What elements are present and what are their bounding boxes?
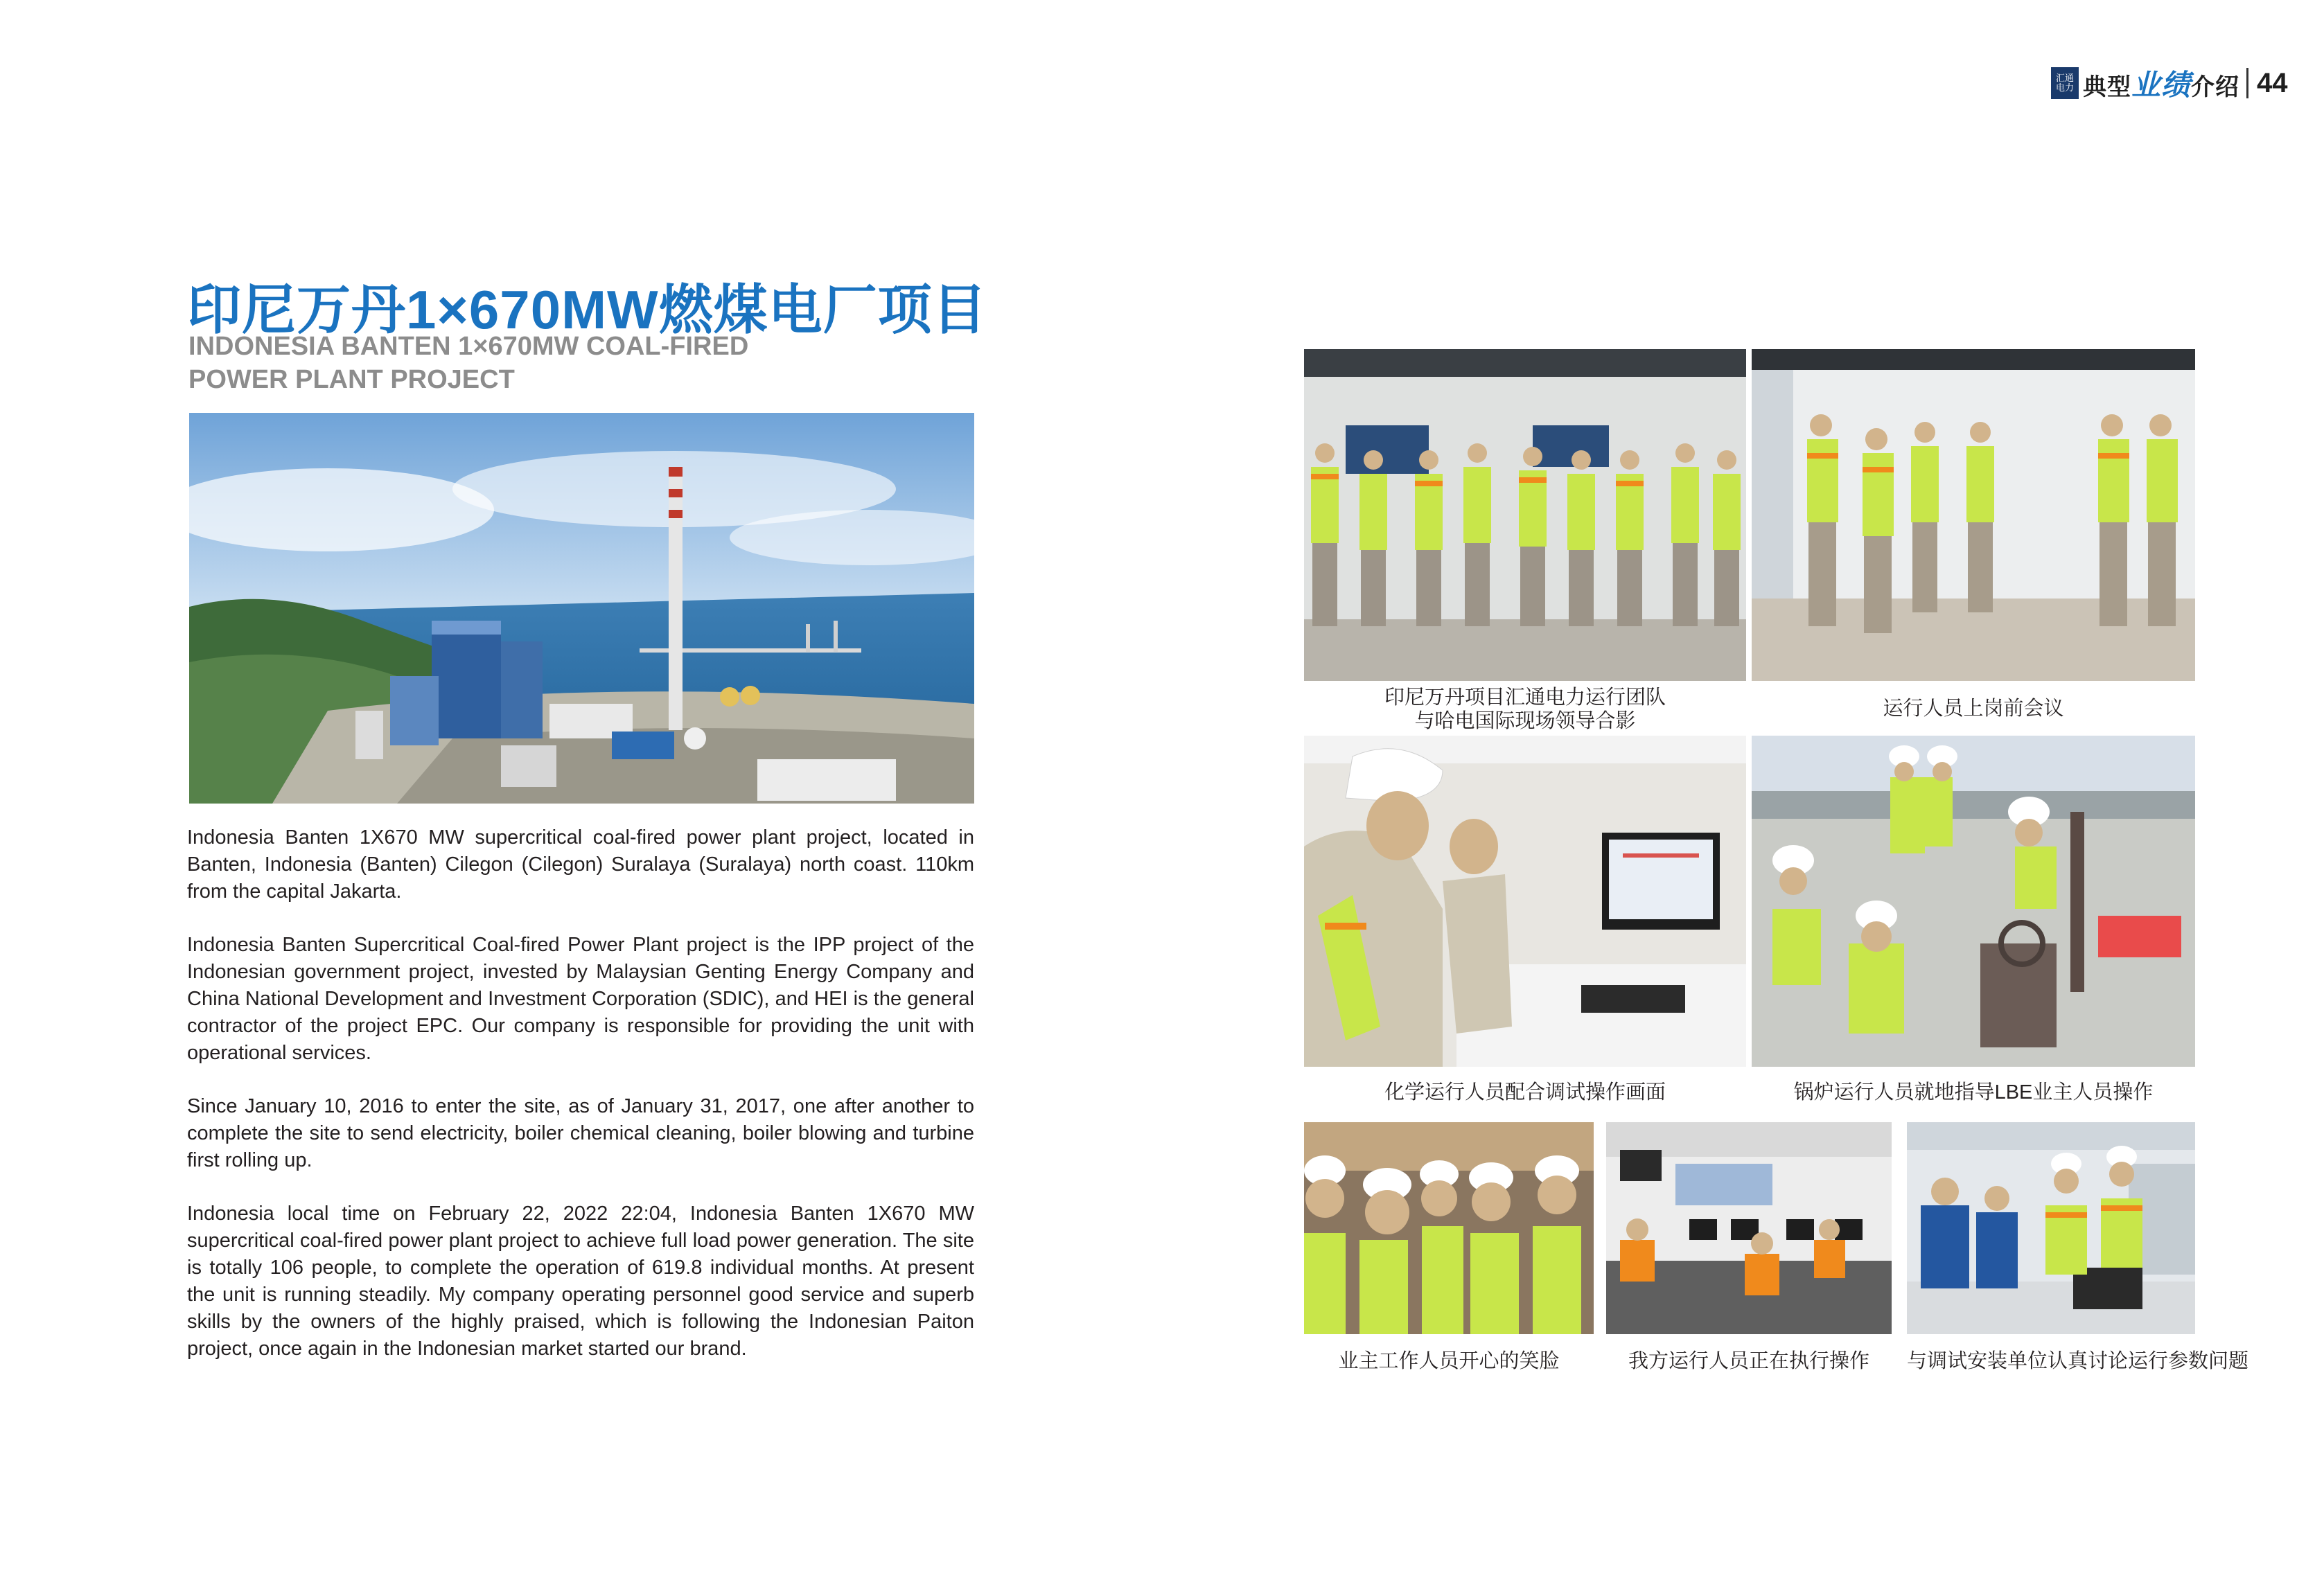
pre-shift-meeting-photo	[1752, 349, 2195, 681]
caption-control-room-operation: 我方运行人员正在执行操作	[1628, 1350, 1869, 1372]
control-room-operation-photo	[1606, 1122, 1892, 1334]
caption-chemistry-operator: 化学运行人员配合调试操作画面	[1384, 1081, 1666, 1103]
caption-owner-staff: 业主工作人员开心的笑脸	[1338, 1350, 1560, 1372]
caption-team-group-line2: 与哈电国际现场领导合影	[1414, 710, 1636, 732]
caption-parameter-discussion: 与调试安装单位认真讨论运行参数问题	[1907, 1350, 2249, 1372]
section-title-pre: 典型	[2083, 74, 2131, 100]
chemistry-operator-photo	[1304, 736, 1746, 1067]
caption-team-group-line1: 印尼万丹项目汇通电力运行团队	[1384, 686, 1666, 709]
page-title-chinese: 印尼万丹1×670MW燃煤电厂项目	[187, 279, 987, 340]
page-number: 44	[2257, 67, 2288, 98]
caption-pre-shift-meeting: 运行人员上岗前会议	[1883, 698, 2064, 720]
section-title-post: 介绍	[2191, 74, 2240, 100]
team-group-photo	[1304, 349, 1746, 681]
caption-boiler-operator: 锅炉运行人员就地指导LBE业主人员操作	[1793, 1081, 2154, 1103]
company-logo	[2051, 67, 2079, 99]
page-header	[2051, 64, 2288, 103]
header-divider	[2246, 68, 2248, 98]
boiler-operator-photo	[1752, 736, 2195, 1067]
owner-staff-photo	[1304, 1122, 1594, 1334]
paragraph-investment: Indonesia Banten Supercritical Coal-fired Power Plant project is the IPP project of the Indonesian government project, invested by Malaysian Genting Energy Company and China National Development and Investment Corporation (SDIC), and HEI is the general contractor of the project EPC. Our company is responsible for providing the unit with operational services.	[187, 934, 974, 1064]
parameter-discussion-photo	[1907, 1122, 2195, 1334]
page-title-english-line2: POWER PLANT PROJECT	[188, 365, 515, 394]
page-title-english	[188, 330, 748, 396]
project-description	[187, 824, 974, 1389]
power-plant-photo	[189, 413, 974, 804]
paragraph-milestones: Since January 10, 2016 to enter the site, as of January 31, 2017, one after another to complete the site to send electricity, boiler chemical cleaning, boiler blowing and turbine first rolling up.	[187, 1095, 974, 1171]
paragraph-location: Indonesia Banten 1X670 MW supercritical coal-fired power plant project, located in Banten, Indonesia (Banten) Cilegon (Cilegon) Suralaya (Suralaya) north coast. 110km from the capital Jakarta.	[187, 826, 974, 903]
logo-text-top: 汇通	[2055, 73, 2074, 83]
section-title-accent: 业绩	[2131, 68, 2192, 102]
caption-team-group	[1304, 686, 1746, 733]
section-title	[2083, 62, 2239, 104]
logo-text-bottom: 电力	[2055, 82, 2074, 93]
paragraph-full-load: Indonesia local time on February 22, 2022 22:04, Indonesia Banten 1X670 MW supercritical coal-fired power plant project to achieve full load power generation. The site is totally 106 people, to complete the operation of 619.8 individual months. At present the unit is running steadily. My company operating personnel good service and superb skills by the owners of the highly praised, which is following the Indonesian Paiton project, once again in the Indonesian market started our brand.	[187, 1203, 974, 1360]
page-title-english-line1: INDONESIA BANTEN 1×670MW COAL-FIRED	[188, 332, 749, 361]
